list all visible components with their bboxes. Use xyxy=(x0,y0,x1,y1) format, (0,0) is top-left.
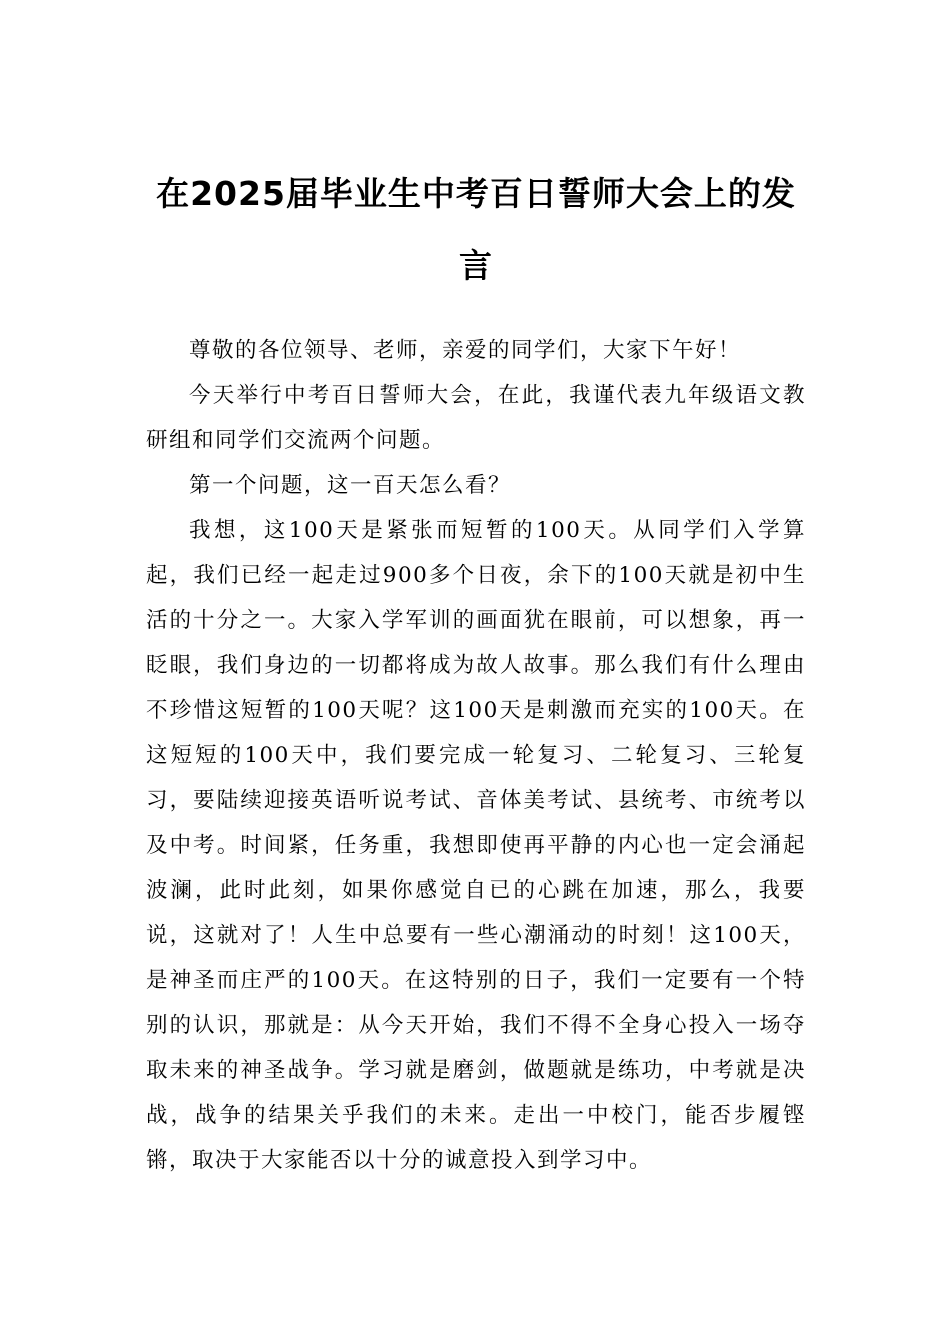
paragraph-question-one: 第一个问题，这一百天怎么看？ xyxy=(189,473,512,498)
paragraph-main: 我想，这100天是紧张而短暂的100天。从同学们入学算起，我们已经一起走过900多个日夜，余下的100天就是初中生活的十分之一。大家入学军训的画面犹在眼前，可以想象，再一眨眼，我们身边的一切都将成为故人故事。那么我们有什么理由不珍惜这短暂的100天呢？这100天是刺激而充实的100天。在这短短的100天中，我们要完成一轮复习、二轮复习、三轮复习，要陆续迎接英语听说考试、音体美考试、县统考、市统考以及中考。时间紧，任务重，我想即使再平静的内心也一定会涌起波澜，此时此刻，如果你感觉自已的心跳在加速，那么，我要说，这就对了！人生中总要有一些心潮涌动的时刻！这100天，是神圣而庄严的100天。在这特别的日子，我们一定要有一个特别的认识，那就是：从今天开始，我们不得不全身心投入一场夺取未来的神圣战争。学习就是磨剑，做题就是练功，中考就是决战，战争的结果关乎我们的未来。走出一中校门，能否步履铿锵，取决于大家能否以十分的诚意投入到学习中。 xyxy=(146,518,806,1173)
document-body xyxy=(146,328,806,1183)
document-title: 在2025届毕业生中考百日誓师大会上的发言 xyxy=(156,174,796,285)
paragraph-intro: 今天举行中考百日誓师大会，在此，我谨代表九年级语文教研组和同学们交流两个问题。 xyxy=(146,383,806,453)
paragraph-greeting: 尊敬的各位领导、老师，亲爱的同学们，大家下午好！ xyxy=(189,338,742,363)
